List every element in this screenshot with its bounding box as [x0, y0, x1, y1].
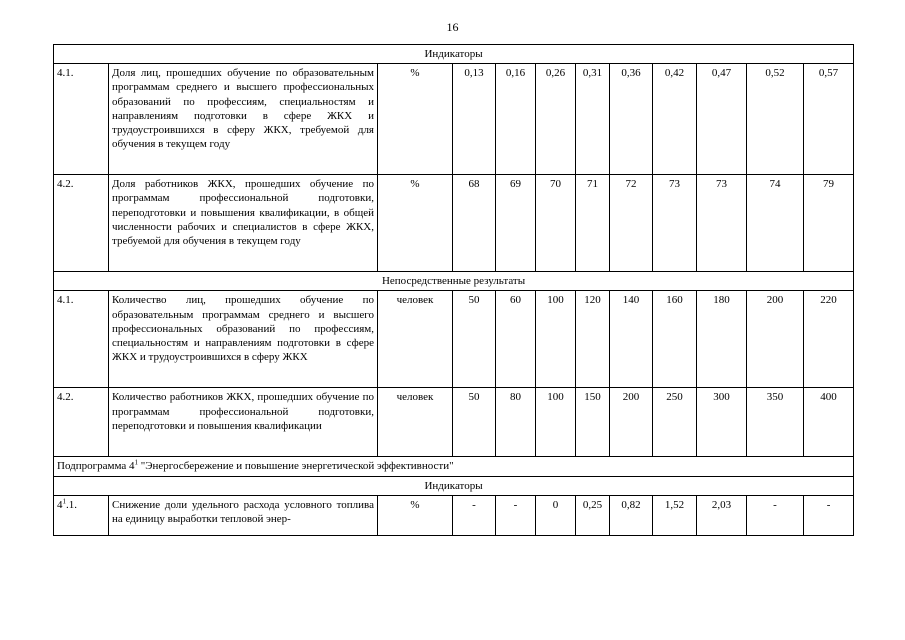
value-cell: 0,47 — [697, 64, 747, 175]
value-cell: 74 — [747, 175, 804, 272]
row-number: 4.2. — [54, 388, 109, 457]
value-cell: 120 — [576, 291, 610, 388]
section-row — [54, 272, 854, 291]
value-cell: 0,36 — [610, 64, 653, 175]
value-cell: 71 — [576, 175, 610, 272]
value-cell: 220 — [804, 291, 854, 388]
value-cell: - — [453, 495, 496, 535]
row-number: 4.1. — [54, 291, 109, 388]
row-description: Снижение доли удельного расхода условного топлива на единицу выработки тепловой энер- — [109, 495, 378, 535]
row-unit: человек — [378, 291, 453, 388]
value-cell: 200 — [610, 388, 653, 457]
value-cell: - — [804, 495, 854, 535]
table-row — [54, 175, 854, 272]
value-cell: 73 — [653, 175, 697, 272]
value-cell: - — [496, 495, 536, 535]
value-cell: 0,82 — [610, 495, 653, 535]
value-cell: 150 — [576, 388, 610, 457]
section-title-direct-results: Непосредственные результаты — [54, 272, 854, 291]
subprogram-row — [54, 457, 854, 476]
row-number-sup: 1 — [62, 497, 66, 506]
value-cell: 400 — [804, 388, 854, 457]
value-cell: 180 — [697, 291, 747, 388]
value-cell: 80 — [496, 388, 536, 457]
row-description: Количество лиц, прошедших обучение по образовательным программам среднего и высшего профессиональных образований по профессиям, специальностям и направлениям подготовки в сфере ЖКХ и трудоустроившихся в сферу ЖКХ — [109, 291, 378, 388]
row-unit: % — [378, 64, 453, 175]
table-row — [54, 64, 854, 175]
page-number: 16 — [446, 20, 459, 34]
value-cell: 50 — [453, 388, 496, 457]
row-unit: % — [378, 495, 453, 535]
row-description: Доля работников ЖКХ, прошедших обучение по программам профессиональной подготовки, переподготовки и повышения квалификации, в общей численности рабочих и специалистов в сфере ЖКХ, требуемой для обучения в текущем году — [109, 175, 378, 272]
row-unit: % — [378, 175, 453, 272]
value-cell: 1,52 — [653, 495, 697, 535]
row-number — [54, 495, 109, 535]
subprogram-sup: 1 — [134, 458, 138, 467]
value-cell: 70 — [536, 175, 576, 272]
value-cell: 69 — [496, 175, 536, 272]
indicators-table — [53, 44, 854, 536]
row-description: Доля лиц, прошедших обучение по образовательным программам среднего и высшего профессиональных образований по профессиям, специальностям и направлениям подготовки в сфере ЖКХ и трудоустроившихся в сферу ЖКХ, требуемой для обучения в текущем году — [109, 64, 378, 175]
value-cell: 0,16 — [496, 64, 536, 175]
section-row — [54, 476, 854, 495]
row-number-prefix: 4 — [57, 498, 63, 511]
row-number: 4.2. — [54, 175, 109, 272]
subprogram-suffix: "Энергосбережение и повышение энергетической эффективности" — [137, 460, 454, 473]
subprogram-title — [54, 457, 854, 476]
value-cell: 160 — [653, 291, 697, 388]
value-cell: 73 — [697, 175, 747, 272]
value-cell: 60 — [496, 291, 536, 388]
value-cell: 68 — [453, 175, 496, 272]
value-cell: 0,26 — [536, 64, 576, 175]
value-cell: 0,42 — [653, 64, 697, 175]
row-description: Количество работников ЖКХ, прошедших обучение по программам профессиональной подготовки, переподготовки и повышения квалификации — [109, 388, 378, 457]
value-cell: 0,25 — [576, 495, 610, 535]
value-cell: - — [747, 495, 804, 535]
value-cell: 50 — [453, 291, 496, 388]
value-cell: 100 — [536, 388, 576, 457]
value-cell: 200 — [747, 291, 804, 388]
section-title-indicators-2: Индикаторы — [54, 476, 854, 495]
table-row — [54, 388, 854, 457]
row-number: 4.1. — [54, 64, 109, 175]
table-row — [54, 291, 854, 388]
value-cell: 350 — [747, 388, 804, 457]
section-row — [54, 45, 854, 64]
row-number-suffix: .1. — [66, 498, 77, 511]
value-cell: 0,31 — [576, 64, 610, 175]
value-cell: 79 — [804, 175, 854, 272]
value-cell: 250 — [653, 388, 697, 457]
value-cell: 0,13 — [453, 64, 496, 175]
value-cell: 2,03 — [697, 495, 747, 535]
value-cell: 100 — [536, 291, 576, 388]
value-cell: 0 — [536, 495, 576, 535]
value-cell: 0,52 — [747, 64, 804, 175]
row-unit: человек — [378, 388, 453, 457]
table-row — [54, 495, 854, 535]
value-cell: 140 — [610, 291, 653, 388]
value-cell: 0,57 — [804, 64, 854, 175]
subprogram-prefix: Подпрограмма 4 — [57, 460, 135, 473]
value-cell: 300 — [697, 388, 747, 457]
value-cell: 72 — [610, 175, 653, 272]
section-title-indicators: Индикаторы — [54, 45, 854, 64]
